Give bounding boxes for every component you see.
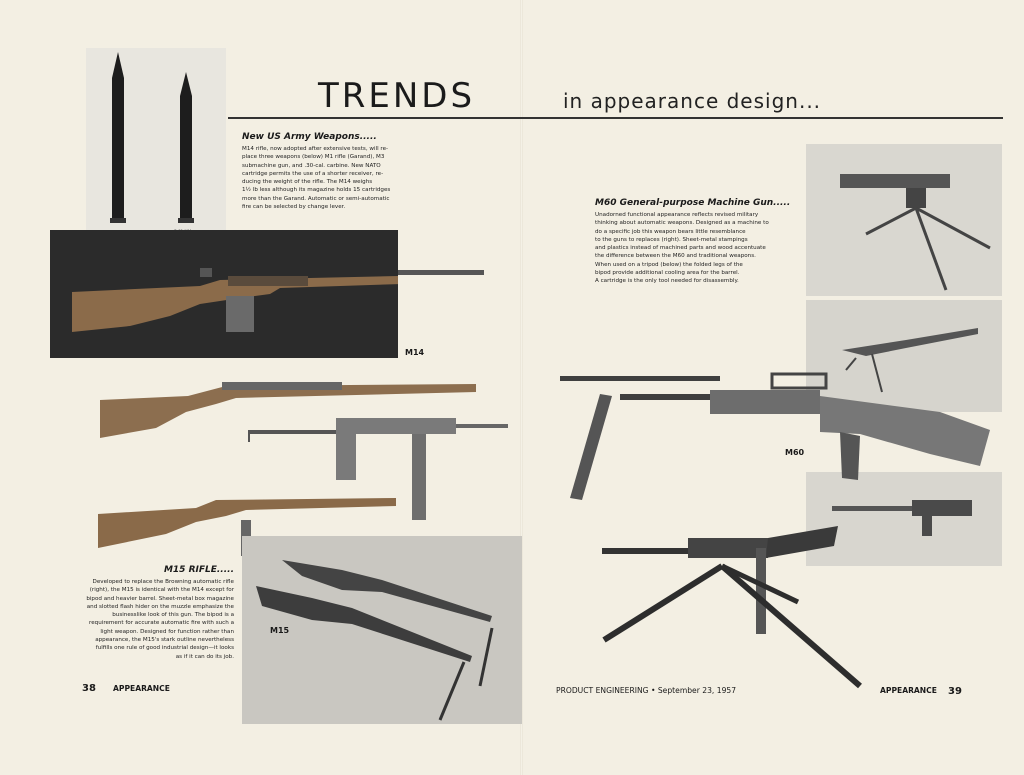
m15-line: appearance, the M15's stark outline nevertheless [95, 637, 234, 644]
m60-gun-illustration [560, 350, 1000, 510]
army-line: M14 rifle, now adopted after extensive tests, will re- [242, 146, 389, 152]
army-heading: New US Army Weapons..... [242, 132, 377, 142]
cartridge-photo [86, 48, 226, 244]
army-line: cartridge permits the use of a shorter receiver, re- [242, 170, 384, 177]
m60-line: A cartridge is the only tool needed for disassembly. [595, 278, 739, 285]
left-page-number: 38 [82, 683, 96, 694]
m60-line: Unadorned functional appearance reflects revised military [595, 212, 759, 218]
right-section: APPEARANCE [880, 686, 937, 695]
m60-label: M60 [785, 448, 805, 457]
m15-heading: M15 RIFLE..... [163, 565, 234, 575]
m15-label: M15 [270, 626, 290, 635]
m60-text [595, 198, 795, 286]
army-line: place three weapons (below) M1 rifle (Garand), M3 [242, 154, 385, 161]
army-weapons-text [242, 132, 402, 211]
m14-photo [50, 230, 398, 358]
left-section: APPEARANCE [113, 684, 170, 693]
m15-line: (right), the M15 is identical with the M14 except for [89, 587, 234, 594]
footer-publication: PRODUCT ENGINEERING • September 23, 1957 [556, 686, 737, 695]
m15-line: Developed to replace the Browning automatic rifle [92, 579, 234, 585]
m60-line: the difference between the M60 and traditional weapons. [595, 253, 756, 260]
m60-line: and plastics instead of machined parts and wood accentuate [595, 245, 766, 252]
m15-line: fulfills one rule of good industrial design—it looks [95, 645, 234, 652]
title-rule [228, 117, 1003, 119]
m60-tripod-illustration [598, 518, 868, 698]
right-page-number: 39 [948, 686, 962, 697]
m15-body [64, 578, 234, 661]
m60-body [595, 211, 795, 286]
army-line: ducing the weight of the rifle. The M14 weighs [242, 179, 373, 186]
m15-line: and slotted flash hider on the muzzle emphasize the [86, 603, 234, 610]
m15-line: requirement for accurate automatic fire with such a [89, 620, 234, 627]
m60-line: bipod provide additional cooling area for the barrel. [595, 270, 740, 277]
tripod-machine-gun-illustration [806, 144, 1002, 296]
army-line: more than the Garand. Automatic or semi-automatic [242, 195, 390, 202]
army-line: fire can be selected by change lever. [242, 204, 346, 211]
m60-line: thinking about automatic weapons. Designed as a machine to [595, 220, 769, 227]
army-line: submachine gun, and .30-cal. carbine. New NATO [242, 162, 381, 169]
m15-line: bipod and heavier barrel. Sheet-metal box magazine [86, 595, 234, 602]
m15-line: businesslike look of this gun. The bipod is a [112, 612, 234, 619]
tripod-mg-photo [806, 144, 1002, 296]
page-title: TRENDS [318, 76, 476, 116]
m14-barrel [398, 270, 484, 275]
m60-line: do a specific job this weapon bears little resemblance [595, 228, 746, 235]
army-body [242, 145, 402, 211]
m60-line: When used on a tripod (below) the folded legs of the [595, 261, 743, 268]
page-subtitle: in appearance design... [563, 89, 822, 113]
m60-line: to the guns to replaces (right). Sheet-metal stampings [595, 236, 748, 243]
m60-heading: M60 General-purpose Machine Gun..... [595, 198, 791, 208]
army-line: 1½ lb less although its magazine holds 15 cartridges [242, 187, 391, 194]
m15-text [64, 565, 234, 661]
m15-line: as if it can do its job. [175, 653, 234, 660]
m15-line: light weapon. Designed for function rather than [100, 628, 234, 635]
m14-rifle-illustration [50, 230, 398, 358]
cartridge-illustration [86, 48, 226, 244]
m14-label: M14 [405, 348, 425, 357]
